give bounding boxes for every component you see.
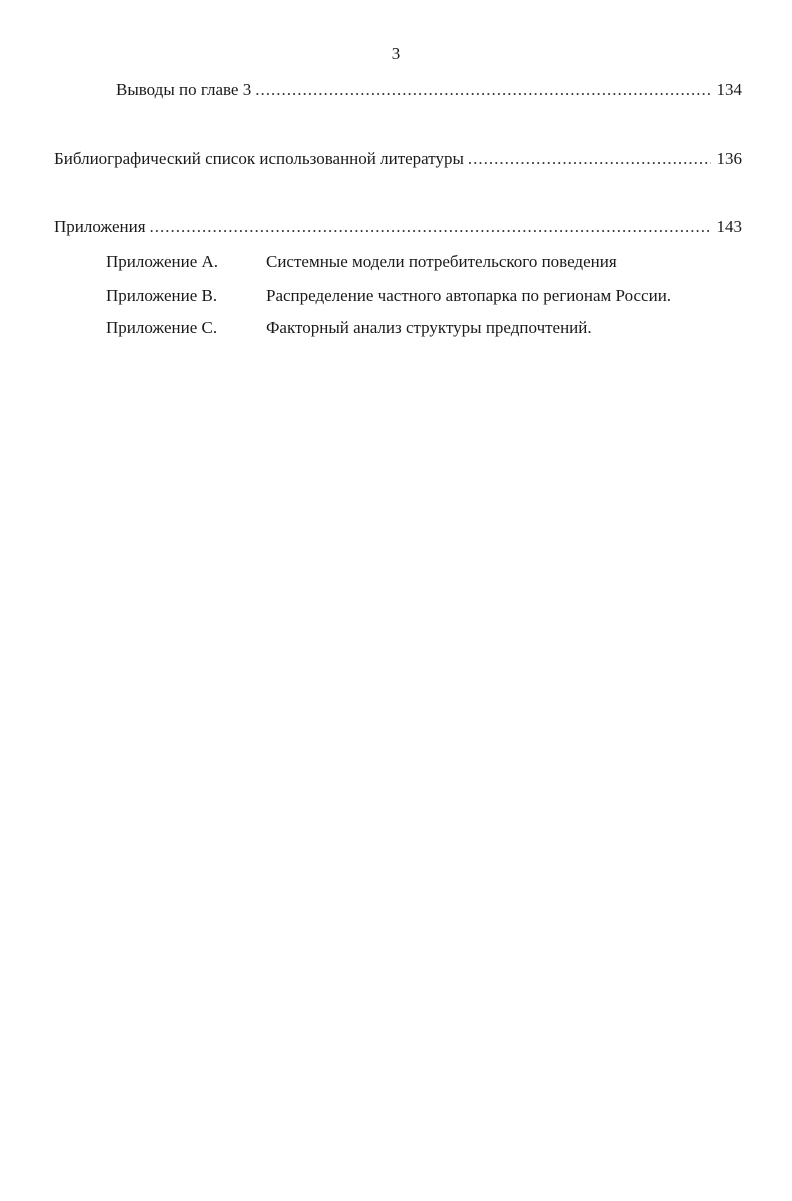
appendix-label: Приложение А. <box>106 252 219 271</box>
toc-entry-page: 134 <box>716 80 742 99</box>
dot-leader <box>150 216 711 238</box>
appendix-description: Системные модели потребительского поведения <box>266 252 617 271</box>
appendix-description: Факторный анализ структуры предпочтений. <box>266 318 592 337</box>
appendix-item-a <box>106 251 617 273</box>
appendix-item-b <box>106 285 671 307</box>
toc-entry-title: Приложения <box>54 217 146 236</box>
appendix-label: Приложение С. <box>106 318 218 337</box>
toc-entry-page: 143 <box>716 217 742 236</box>
dot-leader <box>468 148 711 170</box>
toc-entry-appendices <box>54 216 742 238</box>
appendix-description: Распределение частного автопарка по регионам России. <box>266 286 672 305</box>
toc-entry-title: Библиографический список использованной литературы <box>54 149 464 168</box>
toc-entry-page: 136 <box>716 149 742 168</box>
appendix-label: Приложение В. <box>106 286 218 305</box>
toc-entry-title: Выводы по главе 3 <box>116 80 252 99</box>
toc-entry-bibliography <box>54 148 742 170</box>
page-number: 3 <box>391 44 401 63</box>
dot-leader <box>255 79 710 101</box>
appendix-item-c <box>106 317 592 339</box>
toc-entry-conclusions <box>116 79 742 101</box>
